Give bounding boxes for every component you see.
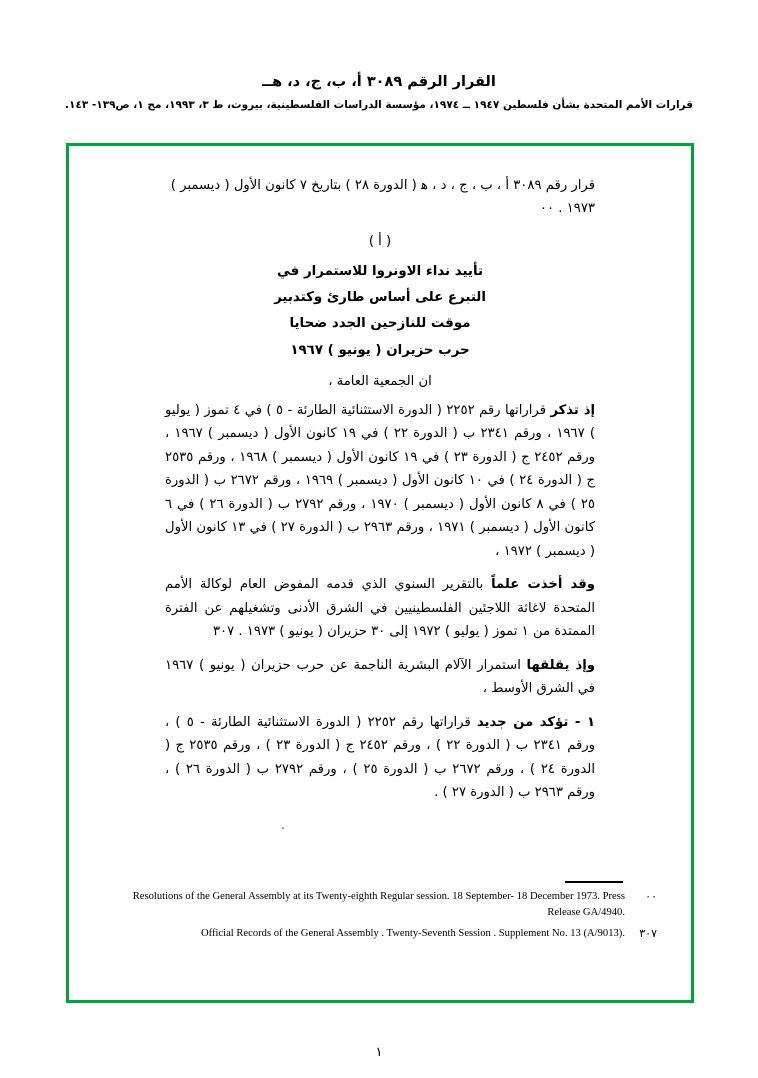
- paragraph-text-3: استمرار الآلام البشرية الناجمة عن حرب حزيران ( يونيو ) ١٩٦٧ في الشرق الأوسط ،: [165, 657, 595, 697]
- paragraph-lead-4: ١ - تؤكد من جديد: [476, 714, 595, 730]
- resolution-title: [165, 259, 595, 364]
- margin-mark: .: [281, 818, 285, 832]
- footnote-2-text: Official Records of the General Assembly . Twenty-Seventh Session . Supplement No. 13 (A/9013).: [200, 927, 625, 939]
- paragraph-reaffirms: [165, 711, 595, 805]
- document-title: القرار الرقم ٣٠٨٩ أ، ب، ج، د، هــ: [262, 74, 496, 90]
- general-assembly-line: ان الجمعية العامة ،: [328, 373, 432, 389]
- paragraph-concerned: [165, 654, 595, 701]
- resolution-title-line-2: التبرع على أساس طارئ وكتدبير: [274, 290, 486, 306]
- resolution-heading: قرار رقم ٣٠٨٩ أ ، ب ، ج ، د ، ﻫ ( الدورة ٢٨ ) بتاريخ ٧ كانون الأول ( ديسمبر ) ١٩٧٣ . ٠٠: [170, 178, 595, 217]
- paragraph-recalling: [165, 399, 595, 564]
- paragraph-lead-3: وإذ يقلقها: [526, 657, 595, 673]
- footnote-area: [69, 881, 691, 942]
- section-label-a: ( أ ): [368, 234, 392, 250]
- green-bordered-frame: [66, 143, 694, 1003]
- paragraph-text-1: قراراتها رقم ٢٢٥٢ ( الدورة الاستثنائية الطارئة - ٥ ) في ٤ تموز ( يوليو ) ١٩٦٧ ، ورقم ٢٣٤١ ب ( الدورة ٢٢ ) في ١٩ كانون الأول ( ديسمبر ) ١٩٦٧ ، ورقم ٢٤٥٢ ج ( الدورة ٢٣ ) في ١٩ كانون الأول ( ديسمبر ) ١٩٦٨ ، ورقم ٢٥٣٥ ج ( الدورة ٢٤ ) في ١٠ كانون الأول ( ديسمبر ) ١٩٦٩ ، ورقم ٢٦٧٢ ب ( الدورة ٢٥ ) في ٨ كانون الأول ( ديسمبر ) ١٩٧٠ ، ورقم ٢٧٩٢ ب ( الدورة ٢٦ ) في ٦ كانون الأول ( ديسمبر ) ١٩٧١ ، ورقم ٢٩٦٣ ب ( الدورة ٢٧ ) في ١٣ كانون الأول ( ديسمبر ) ١٩٧٢ ،: [165, 402, 596, 559]
- paragraph-noting: [165, 573, 595, 644]
- paragraph-lead-2: وقد أخذت علماً: [491, 577, 595, 593]
- frame-content: [69, 146, 691, 1000]
- resolution-title-line-3: موقت للنازحين الجدد ضحايا: [289, 316, 471, 332]
- document-header: [0, 72, 758, 113]
- footnote-1-marker: ٠٠: [645, 889, 657, 903]
- paragraph-lead-1: إذ تذكر: [550, 402, 595, 418]
- page-number: ١: [375, 1045, 383, 1060]
- footnote-1-text: Resolutions of the General Assembly at its Twenty-eighth Regular session. 18 September- 18 December 1973. Press Release GA/4940.: [132, 890, 625, 919]
- paragraph-text-2: بالتقرير السنوي الذي قدمه المفوض العام لوكالة الأمم المتحدة لاغاثة اللاجئين الفلسطينيين في الشرق الأدنى وتشغيلهم عن الفترة الممتدة من ١ تموز ( يوليو ) ١٩٧٢ إلى ٣٠ حزيران ( يونيو ) ١٩٧٣ . ٣٠٧: [165, 577, 595, 640]
- paragraph-text-4: قراراتها رقم ٢٢٥٢ ( الدورة الاستثنائية الطارئة - ٥ ) ، ورقم ٢٣٤١ ب ( الدورة ٢٢ ) ، ورقم ٢٤٥٢ ج ( الدورة ٢٣ ) ، ورقم ٢٥٣٥ ج ( الدورة ٢٤ ) ، ورقم ٢٦٧٢ ب ( الدورة ٢٥ ) ، ورقم ٢٧٩٢ ب ( الدورة ٢٦ ) ، ورقم ٢٩٦٣ ب ( الدورة ٢٧ ) .: [165, 714, 596, 801]
- footnote-1: [109, 889, 657, 922]
- footnote-2: [109, 926, 657, 942]
- resolution-title-line-1: تأييد نداء الاونروا للاستمرار في: [276, 264, 484, 280]
- resolution-title-line-4: حرب حزيران ( يونيو ) ١٩٦٧: [290, 342, 470, 358]
- footnote-separator-rule: [565, 881, 623, 883]
- document-source-citation: قرارات الأمم المتحدة بشأن فلسطين ١٩٤٧ ــ ١٩٧٤، مؤسسة الدراسات الفلسطينية، بيروت، ط ٣، ١٩٩٣، مج ١، ص١٣٩- ١٤٣.: [65, 99, 693, 112]
- footnote-2-marker: ٣٠٧: [639, 926, 657, 940]
